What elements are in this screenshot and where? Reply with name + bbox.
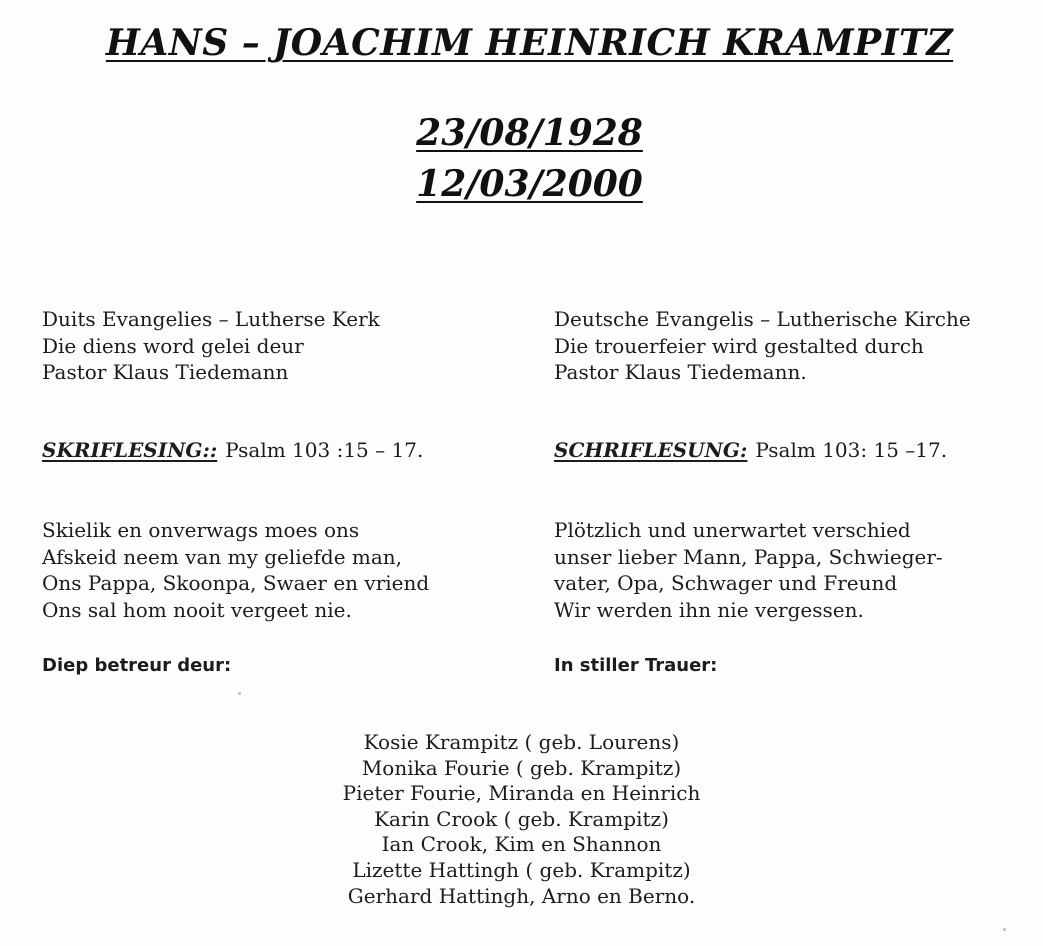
right-mourn-label: In stiller Trauer: [554, 655, 718, 676]
deceased-name: HANS – JOACHIM HEINRICH KRAMPITZ [105, 22, 954, 64]
scan-speck [238, 692, 241, 695]
left-church-line: Die diens word gelei deur [42, 333, 304, 358]
family-member: Monika Fourie ( geb. Krampitz) [361, 755, 682, 780]
right-poem [554, 517, 1034, 623]
left-church-info [42, 306, 522, 386]
scan-speck [1003, 928, 1006, 931]
right-reading-text: Psalm 103: 15 –17. [755, 438, 948, 462]
left-poem [42, 517, 522, 623]
family-member: Kosie Krampitz ( geb. Lourens) [363, 730, 680, 754]
left-poem-line: Ons Pappa, Skoonpa, Swaer en vriend [42, 571, 430, 595]
family-list [0, 730, 1043, 909]
family-member: Gerhard Hattingh, Arno en Berno. [347, 883, 696, 908]
right-scripture-reading [554, 437, 1034, 464]
family-member: Karin Crook ( geb. Krampitz) [374, 806, 669, 831]
left-church-line: Duits Evangelies – Lutherse Kerk [42, 307, 380, 331]
left-poem-line: Afskeid neem van my geliefde man, [42, 544, 403, 569]
right-church-line: Pastor Klaus Tiedemann. [554, 360, 807, 384]
family-member: Lizette Hattingh ( geb. Krampitz) [352, 857, 691, 882]
left-reading-text: Psalm 103 :15 – 17. [225, 438, 424, 462]
right-reading-label: SCHRIFLESUNG: [554, 438, 748, 462]
right-poem-line: Wir werden ihn nie vergessen. [554, 597, 864, 622]
left-reading-label: SKRIFLESING:: [42, 438, 218, 462]
right-church-line: Deutsche Evangelis – Lutherische Kirche [554, 307, 971, 331]
left-mourn-label: Diep betreur deur: [42, 655, 232, 676]
right-poem-line: vater, Opa, Schwager und Freund [554, 571, 898, 595]
left-mourners-heading [42, 651, 522, 680]
family-member: Ian Crook, Kim en Shannon [381, 832, 662, 857]
right-poem-line: Plötzlich und unerwartet verschied [554, 518, 911, 542]
left-scripture-reading [42, 437, 522, 464]
right-mourners-heading [554, 651, 1034, 680]
death-date: 12/03/2000 [416, 163, 643, 205]
left-poem-line: Skielik en onverwags moes ons [42, 518, 360, 542]
right-poem-line: unser lieber Mann, Pappa, Schwieger- [554, 544, 943, 569]
left-poem-line: Ons sal hom nooit vergeet nie. [42, 597, 352, 622]
family-member: Pieter Fourie, Miranda en Heinrich [342, 781, 701, 806]
right-church-line: Die trouerfeier wird gestalted durch [554, 333, 924, 358]
left-church-line: Pastor Klaus Tiedemann [42, 360, 289, 384]
birth-date: 23/08/1928 [416, 112, 643, 154]
right-church-info [554, 306, 1034, 386]
